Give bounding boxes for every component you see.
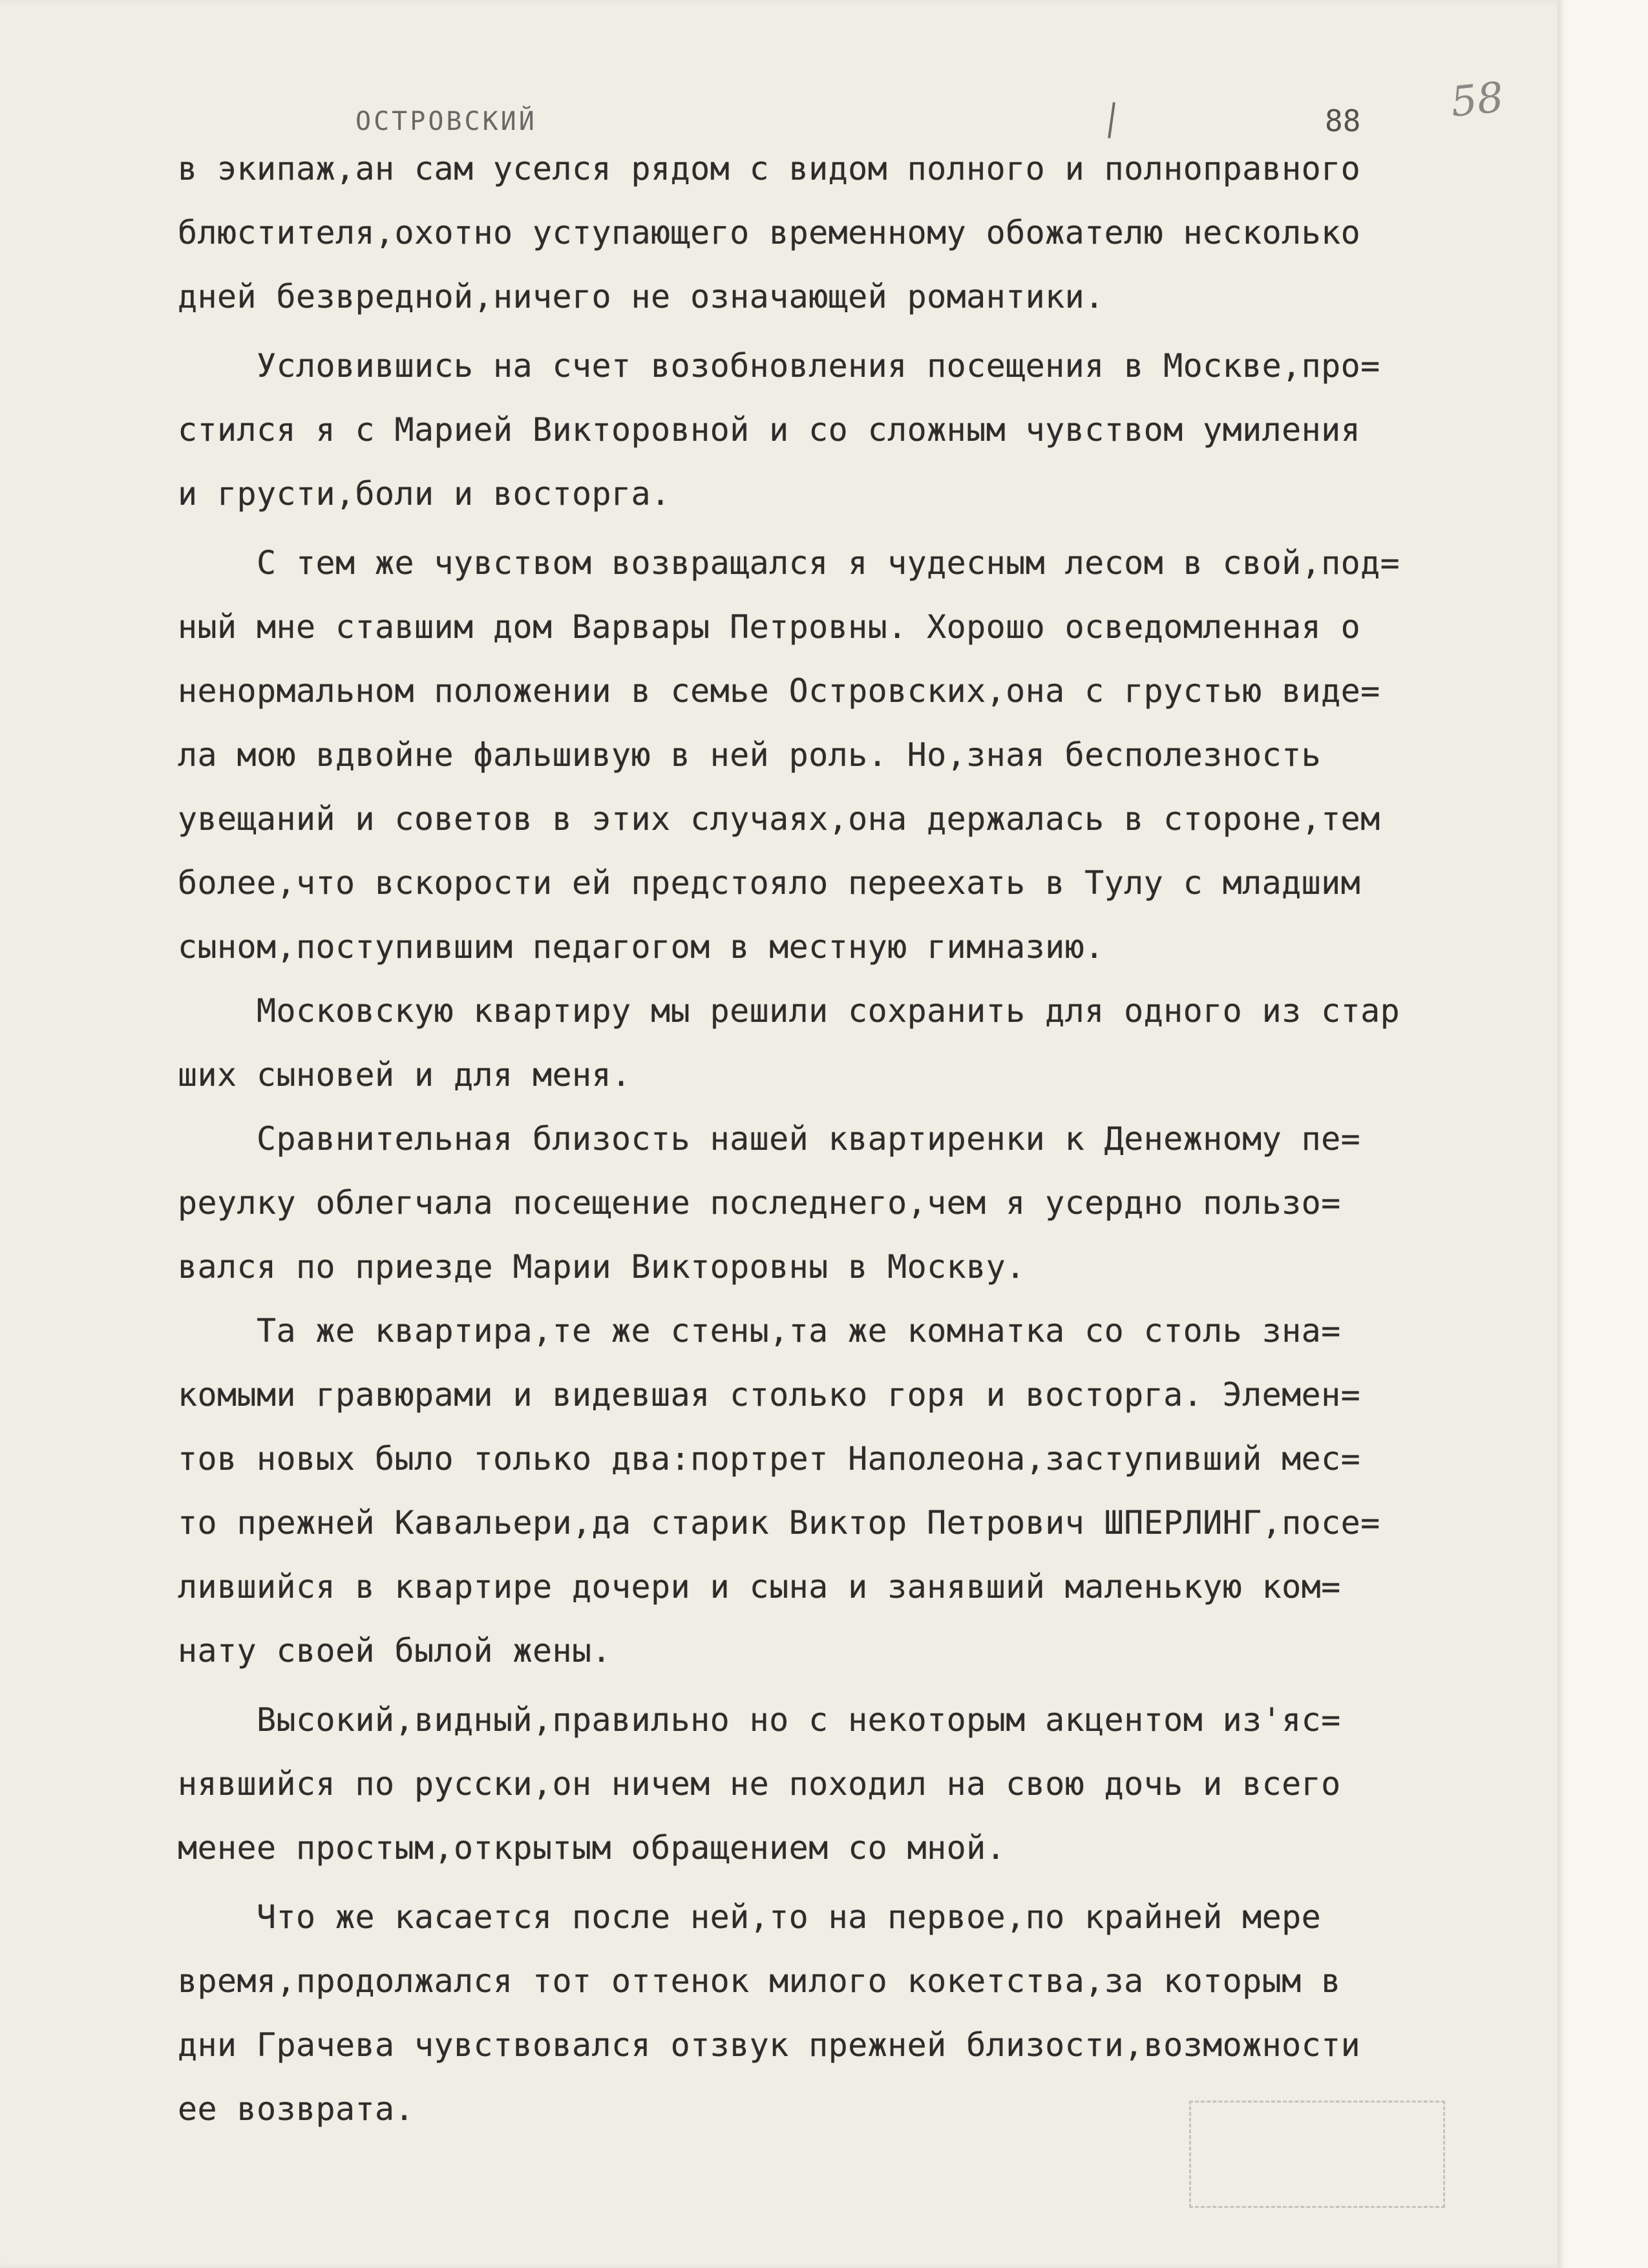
text-line: в экипаж,ан сам уселся рядом с видом полного и полноправного	[178, 150, 1361, 187]
text-line: ненормальном положении в семье Островских,она с грустью виде=	[178, 672, 1380, 710]
text-line: Что же касается после ней,то на первое,по крайней мере	[178, 1898, 1322, 1936]
text-line: увещаний и советов в этих случаях,она держалась в стороне,тем	[178, 800, 1380, 838]
running-header-author: ОСТРОВСКИЙ	[355, 107, 537, 136]
body-text	[178, 137, 1528, 2141]
text-line: более,что вскорости ей предстояло переехать в Тулу с младшим	[178, 864, 1361, 902]
page-fold	[1558, 0, 1564, 2268]
text-line: нату своей былой жены.	[178, 1632, 612, 1669]
text-line: реулку облегчала посещение последнего,чем я усердно пользо=	[178, 1184, 1341, 1222]
text-line: вался по приезде Марии Викторовны в Москву.	[178, 1248, 1026, 1286]
text-line: стился я с Марией Викторовной и со сложным чувством умиления	[178, 411, 1361, 449]
text-line: ла мою вдвойне фальшивую в ней роль. Но,зная бесполезность	[178, 736, 1322, 774]
text-line: ших сыновей и для меня.	[178, 1056, 631, 1094]
text-line: Московскую квартиру мы решили сохранить для одного из стар	[178, 992, 1400, 1030]
text-line: Сравнительная близость нашей квартиренки к Денежному пе=	[178, 1120, 1361, 1158]
text-line: дней безвредной,ничего не означающей романтики.	[178, 278, 1104, 315]
text-line: С тем же чувством возвращался я чудесным лесом в свой,под=	[178, 544, 1400, 582]
text-line: и грусти,боли и восторга.	[178, 475, 671, 513]
text-line: Условившись на счет возобновления посещения в Москве,про=	[178, 347, 1380, 385]
text-line: ее возврата.	[178, 2090, 415, 2128]
text-line: дни Грачева чувствовался отзвук прежней близости,возможности	[178, 2026, 1361, 2064]
text-line: сыном,поступившим педагогом в местную гимназию.	[178, 928, 1104, 966]
page-number: 88	[1325, 103, 1361, 138]
text-line: Та же квартира,те же стены,та же комнатка со столь зна=	[178, 1312, 1341, 1350]
text-line: то прежней Кавальери,да старик Виктор Петрович ШПЕРЛИНГ,посе=	[178, 1504, 1380, 1542]
text-line: лившийся в квартире дочери и сына и занявший маленькую ком=	[178, 1568, 1341, 1606]
text-line: ный мне ставшим дом Варвары Петровны. Хорошо осведомленная о	[178, 608, 1361, 646]
text-line: менее простым,открытым обращением со мной.	[178, 1829, 1006, 1867]
text-line: Высокий,видный,правильно но с некоторым акцентом из'яс=	[178, 1701, 1341, 1739]
text-line: нявшийся по русски,он ничем не походил на свою дочь и всего	[178, 1765, 1341, 1803]
text-line: блюстителя,охотно уступающего временному обожателю несколько	[178, 214, 1361, 251]
text-line: комыми гравюрами и видевшая столько горя и восторга. Элемен=	[178, 1376, 1361, 1414]
faint-archive-stamp	[1189, 2101, 1445, 2208]
text-line: время,продолжался тот оттенок милого кокетства,за которым в	[178, 1962, 1341, 2000]
archive-folio-number: 58	[1448, 73, 1506, 127]
text-line: тов новых было только два:портрет Наполеона,заступивший мес=	[178, 1440, 1361, 1478]
backing-sheet	[1564, 0, 1648, 2268]
